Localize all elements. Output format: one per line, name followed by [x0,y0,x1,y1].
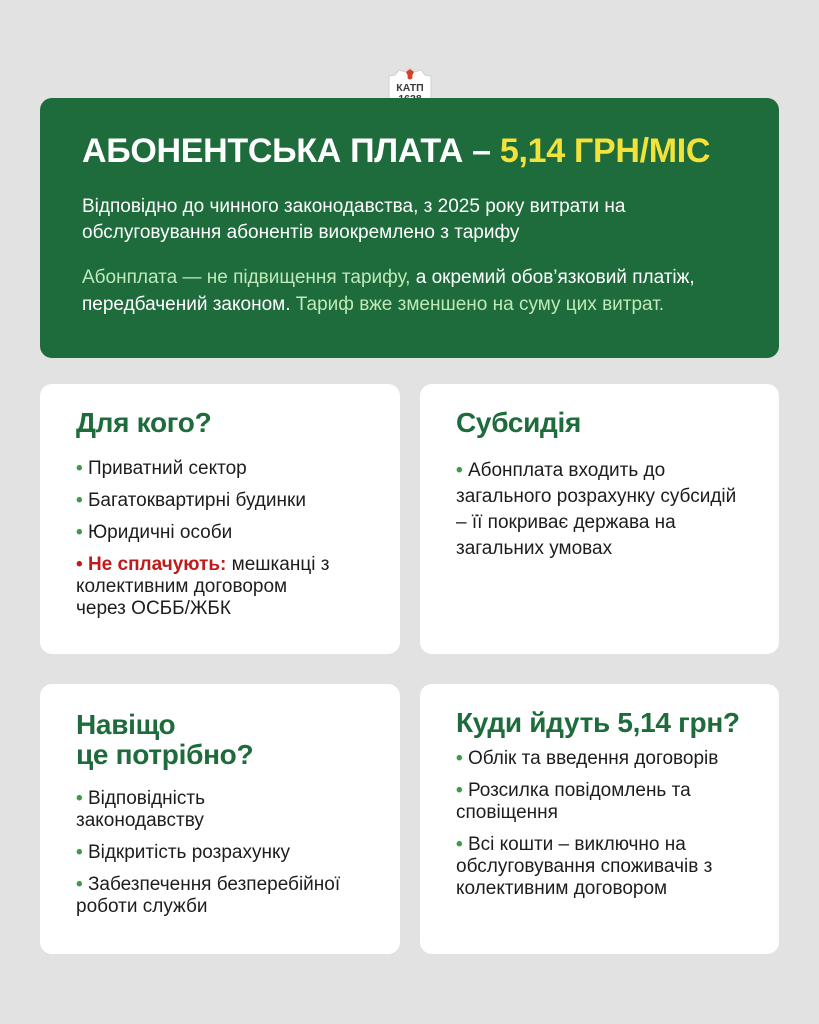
hero-description: Відповідно до чинного законодавства, з 2025 року витрати на обслуговування абонентів виокремлено з тарифу [82,196,626,243]
hero-title-main: АБОНЕНТСЬКА ПЛАТА – [82,132,500,170]
list-item-text: Багатоквартирні будинки [87,490,306,511]
list-item-text: Розсилка повідомлень та сповіщення [456,780,691,823]
card-for-whom-list [76,458,376,630]
hero-note-highlight-2: Тариф вже зменшено на суму цих витрат. [295,294,665,315]
list-item-text: Юридичні особи [87,522,233,543]
list-item [456,834,756,900]
card-why [40,684,400,954]
bullet-icon: • [76,874,83,895]
list-item [76,458,376,480]
list-item-exception [76,554,336,620]
bullet-icon: • [456,834,463,855]
list-item [76,788,276,832]
list-item-text: Приватний сектор [87,458,247,479]
bullet-icon: • [76,458,83,479]
bullet-icon: • [456,748,463,769]
list-item [76,522,376,544]
bullet-icon: • [76,490,83,511]
hero-note-text: а окремий обов’язковий платіж, передбачений законом. [82,267,695,315]
list-item-text: Відповідність законодавству [76,788,205,831]
card-subsidy [420,384,779,654]
bullet-icon: • [456,460,463,481]
hero-banner [40,98,779,358]
list-item-text: Забезпечення безперебійної роботи служби [76,874,341,917]
list-item [456,748,756,770]
bullet-icon: • [76,788,83,809]
bullet-icon: • [76,522,83,543]
card-for-whom [40,384,400,654]
logo-text: КАТП [396,82,424,94]
hero-note-highlight-1: Абонплата — не підвищення тарифу, [82,267,411,288]
list-item [456,458,746,562]
card-subsidy-title: Субсидія [456,407,581,438]
card-why-title: Навіщо це потрібно? [76,709,254,770]
card-where-title: Куди йдуть 5,14 грн? [456,707,740,738]
card-subsidy-list [456,458,746,572]
bullet-icon: • [76,842,83,863]
list-item [76,842,366,864]
card-where [420,684,779,954]
bullet-icon: • [456,780,463,801]
list-item [76,490,376,512]
hero-title [82,132,710,171]
hero-note [82,264,762,318]
list-item-text: Відкритість розрахунку [87,842,290,863]
list-item-text: Всі кошти – виключно на обслуговування споживачів з колективним договором [456,834,713,899]
hero-title-price: 5,14 ГРН/МІС [499,132,711,170]
card-why-list [76,788,366,928]
exception-label: Не сплачують: [87,554,227,575]
bullet-icon: • [76,554,83,575]
list-item-text: Облік та введення договорів [467,748,719,769]
card-for-whom-title: Для кого? [76,407,212,438]
card-where-list [456,748,756,910]
exception-text: мешканці з колективним договором через ОСББ/ЖБК [76,554,330,619]
list-item-text: Абонплата входить до загального розрахунку субсидій – її покриває держава на загальних умовах [456,460,737,559]
list-item [456,780,706,824]
list-item [76,874,366,918]
